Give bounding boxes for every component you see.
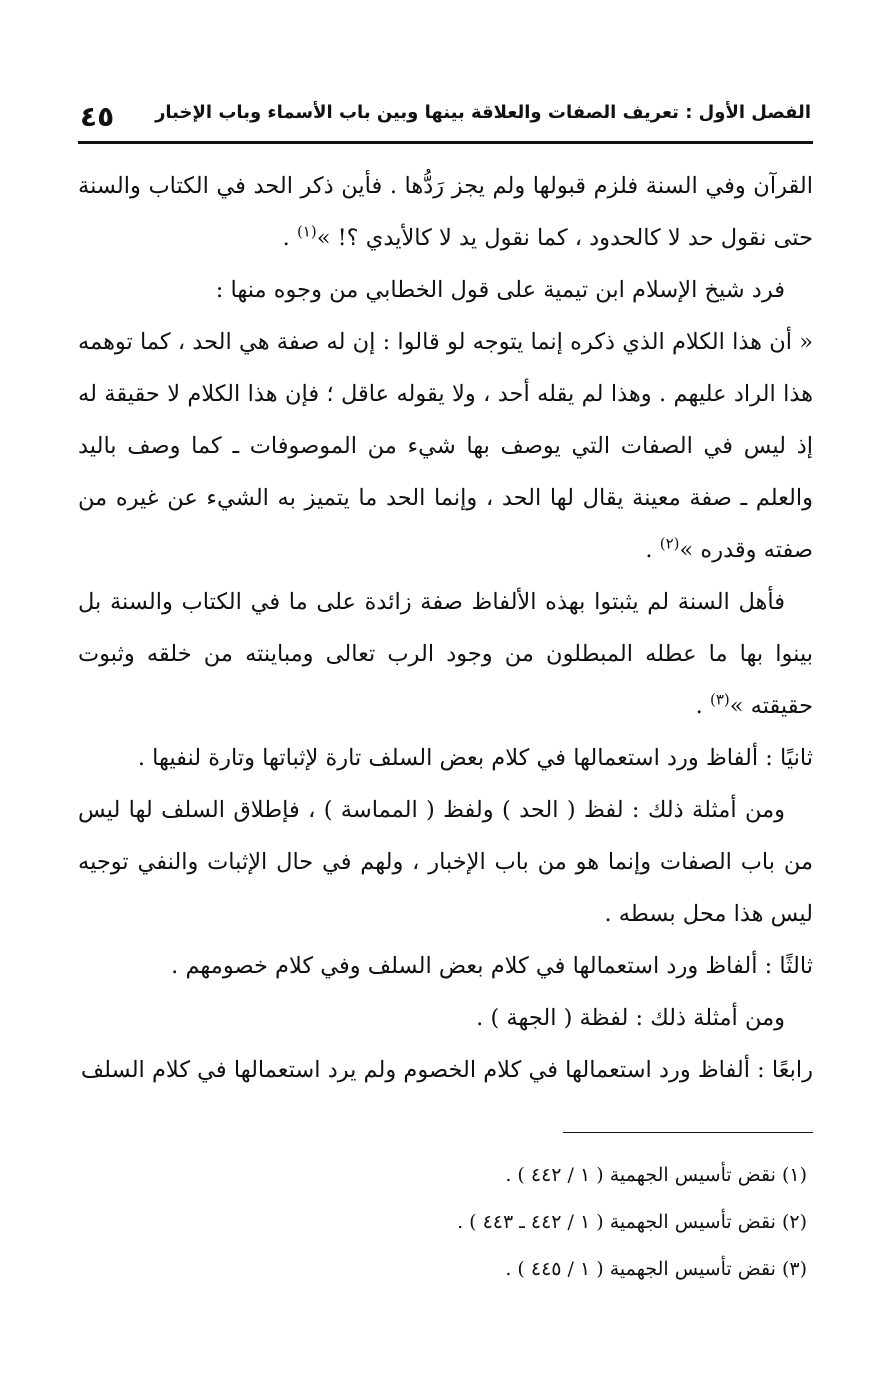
paragraph-5: ثانيًا : ألفاظ ورد استعمالها في كلام بعض السلف تارة لإثباتها وتارة لنفيها . — [137, 745, 813, 771]
footnote-2: (٢) نقض تأسيس الجهمية ( ١ / ٤٤٢ ـ ٤٤٣ ) . — [457, 1211, 807, 1233]
footnote-3: (٣) نقض تأسيس الجهمية ( ١ / ٤٤٥ ) . — [505, 1258, 807, 1280]
paragraph-3-text: « أن هذا الكلام الذي ذكره إنما يتوجه لو قالوا : إن له صفة هي الحد ، كما توهمه هذا الراد عليهم . وهذا لم يقله أحد ، ولا يقوله عاقل ؛ فإن هذا الكلام لا حقيقة له إذ ليس في الصفات التي يوصف بها شيء من الموصوفات ـ كما وصف باليد والعلم ـ صفة معينة يقال لها الحد ، وإنما الحد ما يتميز به الشيء عن غيره من صفته وقدره » — [78, 329, 813, 563]
paragraph-4-text: فأهل السنة لم يثبتوا بهذه الألفاظ صفة زائدة على ما في الكتاب والسنة بل بينوا بها ما عطله المبطلون من وجود الرب تعالى ومباينته من خلقه وثبوت حقيقته » — [78, 589, 813, 719]
paragraph-1-text: القرآن وفي السنة فلزم قبولها ولم يجز رَدُّها . فأين ذكر الحد في الكتاب والسنة حتى نقول حد لا كالحدود ، كما نقول يد لا كالأيدي ؟! » — [78, 173, 813, 251]
paragraph-9: رابعًا : ألفاظ ورد استعمالها في كلام الخصوم ولم يرد استعمالها في كلام السلف — [80, 1057, 813, 1083]
page-header — [80, 96, 811, 140]
paragraph-4-tail: . — [695, 693, 710, 719]
paragraph-4 — [78, 576, 813, 732]
paragraph-2: فرد شيخ الإسلام ابن تيمية على قول الخطابي من وجوه منها : — [215, 277, 785, 303]
body-text — [78, 160, 813, 1096]
paragraph-6: ومن أمثلة ذلك : لفظ ( الحد ) ولفظ ( المماسة ) ، فإطلاق السلف لها ليس من باب الصفات وإنما هو من باب الإخبار ، ولهم في حال الإثبات والنفي توجيه ليس هذا محل بسطه . — [78, 797, 813, 927]
page-number: ٤٥ — [80, 100, 115, 133]
footnote-1: (١) نقض تأسيس الجهمية ( ١ / ٤٤٢ ) . — [505, 1164, 807, 1186]
footnote-reference-1[interactable]: (١) — [296, 222, 317, 241]
paragraph-1-tail: . — [282, 225, 297, 251]
footnote-rule — [563, 1132, 813, 1133]
header-rule — [78, 141, 813, 144]
paragraph-3-tail: . — [645, 537, 660, 563]
footnote-reference-3[interactable]: (٣) — [709, 690, 730, 709]
footnote-reference-2[interactable]: (٢) — [659, 534, 680, 553]
paragraph-3-quote — [78, 316, 813, 576]
paragraph-7: ثالثًا : ألفاظ ورد استعمالها في كلام بعض السلف وفي كلام خصومهم . — [171, 953, 813, 979]
footnotes — [78, 1152, 813, 1293]
paragraph-1 — [78, 160, 813, 264]
paragraph-8: ومن أمثلة ذلك : لفظة ( الجهة ) . — [476, 1005, 785, 1031]
running-title: الفصل الأول : تعريف الصفات والعلاقة بينها وبين باب الأسماء وباب الإخبار — [155, 102, 811, 123]
